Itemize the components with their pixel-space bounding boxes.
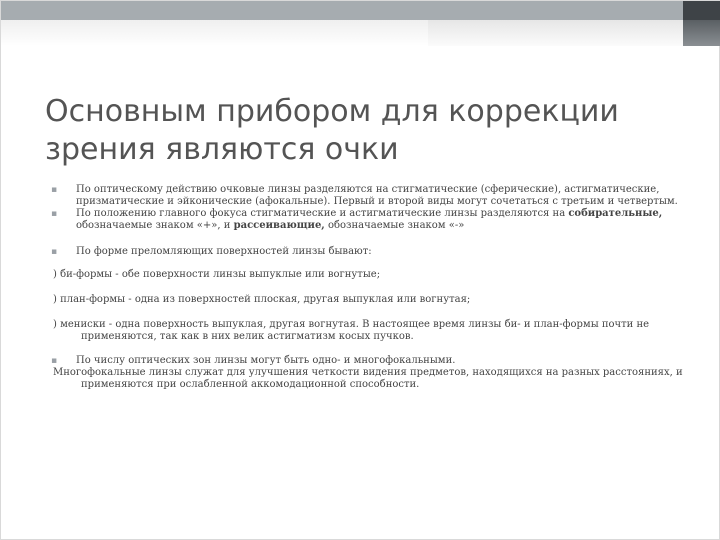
bullet-icon: ▪ [51, 247, 58, 257]
bullet-icon: ▪ [51, 356, 58, 366]
paragraph-optical-action [51, 184, 691, 208]
header-tab [428, 20, 720, 46]
paragraph-text: По оптическому действию очковые линзы разделяются на стигматические (сферические), астигматические, призматические и эйконические (афокальные). Первый и второй виды могут сочетаться с третьим и четвертым. [76, 184, 678, 207]
text-run: обозначаемые знаком «-» [324, 220, 465, 231]
paragraph-text: ) план-формы - одна из поверхностей плоская, другая выпуклая или вогнутая; [53, 294, 471, 305]
header-bar-light [1, 1, 683, 20]
text-run: обозначаемые знаком «+», и [76, 220, 234, 231]
paragraph-optical-zones [51, 355, 691, 367]
paragraph-meniscus [53, 319, 693, 343]
paragraph-bi-forms [53, 269, 693, 281]
bullet-icon: ▪ [51, 185, 58, 195]
paragraph-text: По числу оптических зон линзы могут быть одно- и многофокальными. [76, 355, 456, 366]
bold-term-diverging: рассеивающие, [233, 220, 325, 231]
bold-term-converging: собирательные, [568, 208, 663, 219]
slide-title: Основным прибором для коррекции зрения являются очки [45, 94, 619, 167]
bullet-icon: ▪ [51, 209, 58, 219]
paragraph-multifocal [53, 367, 693, 391]
paragraph-plan-forms [53, 294, 693, 306]
paragraph-surface-forms [51, 246, 691, 258]
paragraph-text [51, 208, 691, 232]
slide-body [51, 184, 691, 390]
paragraph-focus-position [51, 208, 691, 232]
text-run: По положению главного фокуса стигматические и астигматические линзы разделяются на [76, 208, 569, 219]
header-bar-dark [683, 1, 720, 20]
paragraph-text: Многофокальные линзы служат для улучшения четкости видения предметов, находящихся на разных расстояниях, и применяются при ослабленной аккомодационной способности. [53, 367, 683, 390]
paragraph-text: По форме преломляющих поверхностей линзы бывают: [76, 246, 372, 257]
paragraph-text: ) би-формы - обе поверхности линзы выпуклые или вогнутые; [53, 269, 381, 280]
header-tab-dark [683, 20, 720, 46]
paragraph-text: ) мениски - одна поверхность выпуклая, другая вогнутая. В настоящее время линзы би- и план-формы почти не применяются, так как в них велик астигматизм косых пучков. [53, 319, 650, 342]
